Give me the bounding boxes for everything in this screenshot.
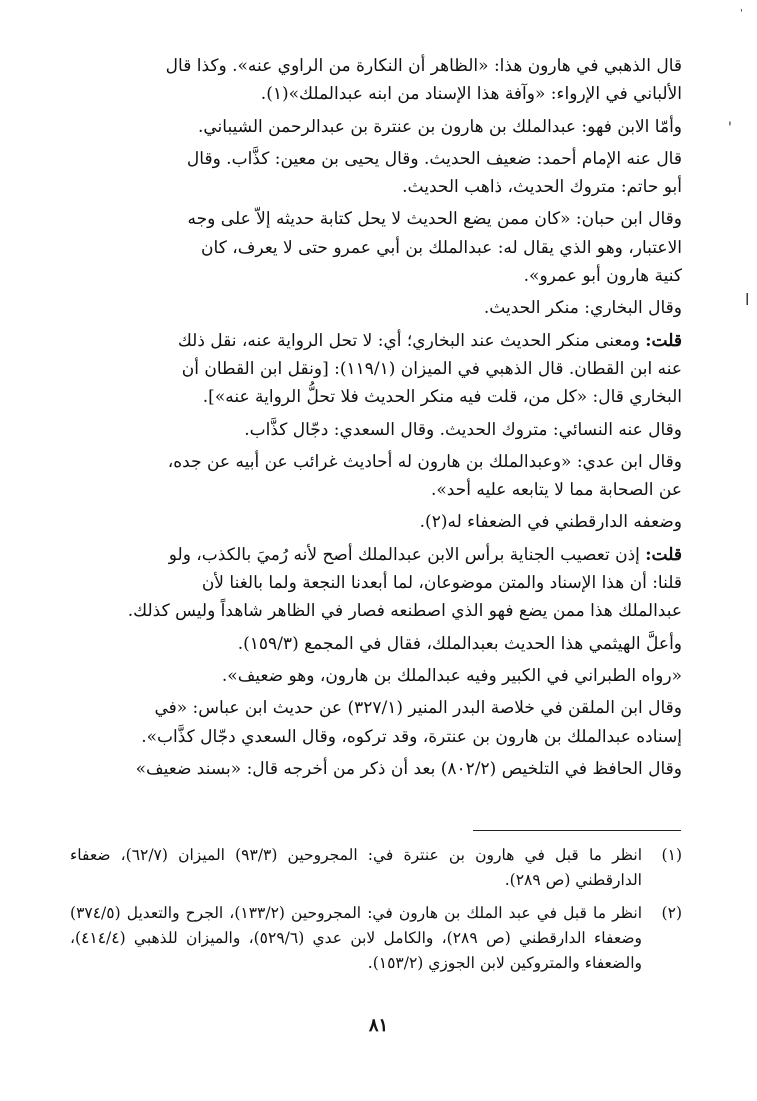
- text-line: البخاري قال: «كل من، قلت فيه منكر الحديث فلا تحلُّ الرواية عنه»].: [202, 387, 682, 408]
- paragraph: [70, 630, 682, 658]
- footnote-number: (٢): [661, 904, 682, 922]
- text-line: عبدالملك هذا ممن يضع فهو الذي اصطنعه فصار في الظاهر شاهداً وليس كذلك.: [127, 601, 682, 622]
- text-line: وقال عنه النسائي: متروك الحديث. وقال السعدي: دجّال كذَّاب.: [244, 419, 682, 440]
- footnote-divider: [473, 830, 681, 831]
- text-line: عن الصحابة مما لا يتابعه عليه أحد».: [430, 480, 682, 501]
- paragraph: [70, 205, 682, 290]
- text-line: وقال ابن حبان: «كان ممن يضع الحديث لا يحل كتابة حديثه إلاّ على وجه: [187, 209, 682, 230]
- text-line: وضعفه الدارقطني في الضعفاء له(٢).: [419, 512, 682, 533]
- text-line: عنه ابن القطان. قال الذهبي في الميزان (١١٩/١): [ونقل ابن القطان أن: [181, 358, 682, 379]
- margin-mark: ا: [745, 290, 750, 309]
- footnote-number: (١): [661, 846, 682, 864]
- paragraph: [70, 327, 682, 412]
- text-line: وأمّا الابن فهو: عبدالملك بن هارون بن عنترة بن عبدالرحمن الشيباني.: [197, 116, 682, 137]
- text-line: إسناده عبدالملك بن هارون بن عنترة، وقد تركوه، وقال السعدي دجّال كذَّاب».: [141, 726, 682, 747]
- paragraph: [70, 113, 682, 141]
- text-line: وقال ابن عدي: «وعبدالملك بن هارون له أحاديث غرائب عن أبيه عن جده،: [167, 451, 682, 472]
- text-line: «رواه الطبراني في الكبير وفيه عبدالملك بن هارون، وهو ضعيف».: [221, 665, 682, 686]
- footnote: [70, 901, 682, 976]
- footnote-text: انظر ما قبل في هارون بن عنترة في: المجروحين (٩٣/٣) الميزان (٦٢/٧)، ضعفاء الدارقطني (ص ٢٨٩).: [70, 846, 642, 889]
- text-line: وقال ابن الملقن في خلاصة البدر المنير (٣٢٧/١) عن حديث ابن عباس: «في: [154, 698, 682, 719]
- paragraph: [70, 294, 682, 322]
- text-line: قال عنه الإمام أحمد: ضعيف الحديث. وقال يحيى بن معين: كذَّاب. وقال: [186, 148, 682, 169]
- text-line: وقال البخاري: منكر الحديث.: [483, 298, 682, 319]
- footnotes: [70, 843, 682, 984]
- text-line: قلت: إذن تعصيب الجناية برأس الابن عبدالملك أصح لأنه رُميَ بالكذب، ولو: [168, 544, 682, 565]
- paragraph: [70, 448, 682, 505]
- paragraph: [70, 416, 682, 444]
- paragraph: [70, 52, 682, 109]
- margin-mark: ': [728, 120, 732, 136]
- paragraph: [70, 694, 682, 751]
- paragraph: [70, 755, 682, 783]
- text-line: قلت: ومعنى منكر الحديث عند البخاري؛ أي: لا تحل الرواية عنه، نقل ذلك: [177, 330, 682, 351]
- paragraph: [70, 662, 682, 690]
- footnote-text: انظر ما قبل في عبد الملك بن هارون في: المجروحين (١٣٣/٢)، الجرح والتعديل (٣٧٤/٥) وضعفاء الدارقطني (ص ٢٨٩)، والكامل لابن عدي (٥٢٩/٦)، والميزان للذهبي (٤١٤/٤)، والضعفاء والمتروكين لابن الجوزي (١٥٣/٢).: [70, 904, 643, 972]
- paragraph: [70, 145, 682, 202]
- text-line: كنية هارون أبو عمرو».: [523, 266, 682, 287]
- text-line: قلنا: أن هذا الإسناد والمتن موضوعان، لما أبعدنا النجعة ولما بالغنا لأن: [201, 573, 682, 594]
- text-line: أبو حاتم: متروك الحديث، ذاهب الحديث.: [402, 177, 682, 198]
- paragraph: [70, 508, 682, 536]
- footnote: [70, 843, 682, 893]
- margin-mark: ': [740, 8, 743, 19]
- text-line: وقال الحافظ في التلخيص (٨٠٢/٢) بعد أن ذكر من أخرجه قال: «بسند ضعيف»: [135, 758, 682, 779]
- text-line: وأعلَّ الهيثمي هذا الحديث بعبدالملك، فقال في المجمع (١٥٩/٣).: [237, 633, 682, 654]
- paragraph: [70, 541, 682, 626]
- text-line: الألباني في الإرواء: «وآفة هذا الإسناد من ابنه عبدالملك»(١).: [260, 84, 682, 105]
- main-text: [70, 52, 682, 787]
- text-line: قال الذهبي في هارون هذا: «الظاهر أن النكارة من الراوي عنه». وكذا قال: [165, 56, 682, 76]
- text-line: الاعتبار، وهو الذي يقال له: عبدالملك بن أبي عمرو حتى لا يعرف، كان: [201, 237, 682, 258]
- page-number: ٨١: [368, 1015, 389, 1036]
